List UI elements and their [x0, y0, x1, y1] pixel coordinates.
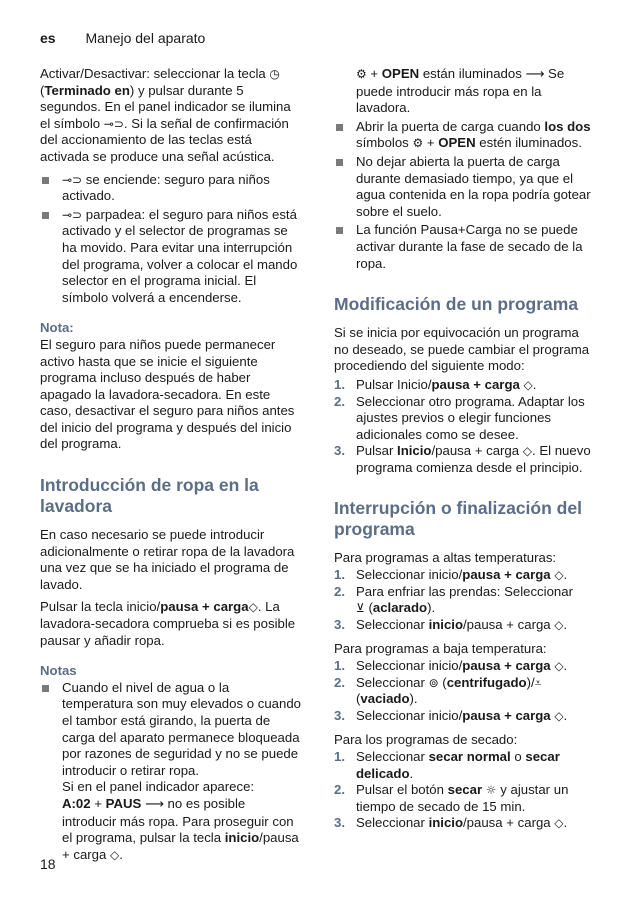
start-diamond-icon: ◇: [523, 377, 533, 392]
intro-text: (: [40, 82, 45, 98]
start-diamond-icon: ◇: [554, 708, 564, 723]
text: estén iluminados.: [475, 135, 582, 151]
note-text: El seguro para niños puede permanecer activo hasta que se inicie el siguiente programa incluso después de haber apagado la lavadora-secadora. En este caso, desactivar el seguro para niños antes del inicio del programa y después del inicio del programa.: [40, 336, 295, 452]
modify-intro: Si se inicia por equivocación un programa no deseado, se puede cambiar el programa procediendo del siguiente modo:: [334, 325, 590, 374]
intro-text: . Si la señal de confirmación del accionamiento de las teclas está activada se produce una señal acústica.: [40, 115, 289, 164]
modify-steps: [334, 377, 596, 477]
text: /pausa + carga: [62, 830, 299, 862]
list-item: [334, 154, 596, 220]
left-column: [40, 66, 302, 869]
text: (: [438, 674, 447, 690]
text: no es posible introducir más ropa. Para proseguir con el programa, pulsar la tecla: [62, 795, 294, 846]
list-item-text: se enciende: seguro para niños activado.: [62, 171, 270, 204]
display-code: PAUS: [105, 795, 142, 811]
start-diamond-icon: ◇: [554, 568, 564, 583]
text: pausa + carga: [431, 376, 520, 392]
child-lock-key-icon: ⊸⊃: [103, 116, 124, 131]
section-heading-modify-program: Modificación de un programa: [334, 294, 579, 315]
display-code: A:02: [62, 795, 91, 811]
text: vaciado: [360, 691, 410, 707]
step-number: 3.: [334, 443, 345, 459]
language-code: es: [40, 30, 56, 46]
child-lock-key-icon: ⊸⊃: [62, 172, 83, 187]
list-item-text: Cuando el nivel de agua o la temperatura son muy elevados o cuando el tambor está girando, la puerta de carga del aparato permanece bloqueada por razones de seguridad y no se puede introducir o retirar ropa.: [62, 679, 301, 778]
child-lock-status-list: [40, 172, 302, 307]
drain-icon: ⩡: [534, 675, 542, 690]
start-diamond-icon: ◇: [248, 600, 258, 615]
step: [334, 749, 596, 782]
low-temp-title: Para programas a baja temperatura:: [334, 641, 547, 657]
continued-list: [334, 66, 596, 272]
text: )/: [526, 674, 535, 690]
add-laundry-text: En caso necesario se puede introducir adicionalmente o retirar ropa de la lavadora una vez que se ha iniciado el programa de lavado.: [40, 527, 295, 592]
step: [334, 617, 596, 634]
step-number: 1.: [334, 376, 345, 392]
text: Seleccionar inicio/: [356, 567, 463, 583]
text: centrifugado: [446, 674, 527, 690]
text: .: [563, 567, 568, 583]
list-item: [334, 66, 596, 117]
text: Inicio: [397, 443, 432, 459]
step-number: 3.: [334, 815, 345, 831]
text: pausa + carga: [462, 658, 551, 674]
text: Seleccionar: [356, 749, 429, 764]
step: [334, 658, 596, 675]
notes-heading: Notas: [40, 663, 77, 679]
text: Seleccionar inicio/: [356, 658, 463, 674]
text: .: [409, 765, 414, 781]
list-item-text: parpadea: el seguro para niños está activado y el selector de programas se ha movido. Para evitar una interrupción del programa, volver a colocar el mando selector en el programa inicial. El símbolo volverá a encenderse.: [62, 206, 298, 305]
step: [334, 567, 596, 584]
high-temp-title: Para programas a altas temperaturas:: [334, 550, 557, 566]
text: Pulsar: [356, 443, 398, 459]
step: [334, 394, 596, 444]
text: Se puede introducir más ropa en la lavadora.: [356, 66, 565, 116]
text: +: [366, 66, 382, 81]
arrow-right-icon: ⟶: [525, 67, 545, 82]
text: +: [423, 135, 439, 151]
text: inicio: [428, 616, 464, 632]
text: Para enfriar las prendas: Seleccionar: [356, 583, 573, 599]
start-label: inicio: [224, 830, 260, 846]
right-column: [334, 66, 596, 840]
text: Pulsar la tecla inicio/: [40, 599, 161, 615]
child-lock-intro: [40, 66, 302, 166]
arrow-right-icon: ⟶: [144, 796, 164, 812]
step: [334, 708, 596, 725]
door-lock-icon: ⚙: [356, 67, 367, 81]
text: secar: [447, 782, 483, 798]
section-heading-add-laundry: Introducción de ropa en la lavadora: [40, 475, 259, 517]
text: /pausa + carga: [431, 443, 523, 459]
text: los dos: [544, 118, 591, 134]
text: pausa + carga: [462, 567, 551, 583]
text: /pausa + carga: [463, 815, 555, 831]
list-item-text: Si en el panel indicador aparece:: [62, 779, 255, 795]
text: pausa + carga: [462, 707, 551, 723]
display-code: OPEN: [381, 66, 420, 81]
clock-icon: ◷: [269, 67, 280, 81]
text: .: [563, 815, 568, 831]
list-item-text: La función Pausa+Carga no se puede activar durante la fase de secado de la ropa.: [356, 222, 583, 271]
step-number: 1.: [334, 567, 345, 583]
step-number: 2.: [334, 674, 345, 690]
display-code: OPEN: [438, 135, 476, 151]
list-item: [40, 207, 302, 307]
text: o: [510, 749, 526, 764]
text: Seleccionar otro programa. Adaptar los ajustes previos o elegir funciones adicionales como se desee.: [356, 393, 585, 442]
text: inicio: [428, 815, 464, 831]
text: +: [90, 795, 106, 811]
high-temp-steps: [334, 567, 596, 633]
list-item: [334, 222, 596, 272]
text: /pausa + carga: [463, 616, 555, 632]
section-title: Manejo del aparato: [85, 30, 206, 46]
page-number: 18: [40, 856, 56, 872]
start-diamond-icon: ◇: [110, 847, 120, 862]
text: secar normal: [428, 749, 511, 764]
note-heading: Nota:: [40, 320, 74, 336]
notes-list: [40, 680, 302, 864]
step-number: 2.: [334, 782, 345, 798]
text: ).: [427, 600, 436, 616]
low-temp-steps: [334, 658, 596, 724]
step: [334, 815, 596, 832]
drying-steps: [334, 749, 596, 832]
text: .: [563, 707, 568, 723]
text: Pulsar Inicio/: [356, 376, 432, 392]
text: . El nuevo programa comienza desde el principio.: [356, 443, 591, 475]
step: [334, 675, 596, 708]
list-item: Cuando el nivel de agua o la temperatura son muy elevados o cuando el tambor está girando, la puerta de carga del aparato permanece bloqueada por razones de seguridad y no se puede introducir o retirar ropa. Si en el panel indicador aparece: A:02 + PAUS ⟶ no es posible introducir más ropa. Para proseguir con el programa, pulsar la tecla inicio/pausa + carga ◇.: [40, 680, 302, 864]
section-heading-interrupt-program: Interrupción o finalización del programa: [334, 498, 582, 540]
child-lock-key-icon: ⊸⊃: [62, 207, 83, 222]
start-diamond-icon: ◇: [554, 816, 564, 831]
step-number: 2.: [334, 393, 345, 409]
step: [334, 443, 596, 476]
text: Seleccionar: [356, 616, 429, 632]
finish-in-label: Terminado en: [44, 82, 130, 98]
text: Pulsar el botón: [356, 782, 448, 798]
text: Seleccionar: [356, 815, 429, 831]
text: (: [364, 600, 373, 616]
step: [334, 377, 596, 394]
text: están iluminados: [419, 66, 526, 81]
text: (: [356, 691, 361, 707]
text: aclarado: [372, 600, 428, 616]
step-number: 3.: [334, 707, 345, 723]
start-diamond-icon: ◇: [554, 617, 564, 632]
step: [334, 782, 596, 815]
add-laundry-instruction: [40, 599, 302, 649]
drying-title: Para los programas de secado:: [334, 732, 518, 748]
text: ).: [409, 691, 418, 707]
text: Seleccionar inicio/: [356, 707, 463, 723]
rinse-icon: ⊻: [356, 601, 365, 616]
text: Abrir la puerta de carga cuando: [356, 118, 545, 134]
start-diamond-icon: ◇: [522, 444, 532, 459]
list-item-text: No dejar abierta la puerta de carga durante demasiado tiempo, ya que el agua contenida en la ropa podría gotear sobre el suelo.: [356, 153, 591, 219]
text: .: [532, 376, 537, 392]
dry-icon: ☼: [485, 783, 497, 798]
text: . La lavadora-secadora comprueba si es posible pausar y añadir ropa.: [40, 599, 296, 648]
pause-load-label: pausa + carga: [160, 599, 249, 615]
start-diamond-icon: ◇: [554, 659, 564, 674]
text: Seleccionar: [356, 674, 429, 690]
door-lock-icon: ⚙: [412, 136, 424, 151]
page-header: [40, 30, 205, 46]
text: símbolos: [356, 135, 413, 151]
step-number: 1.: [334, 658, 345, 674]
text: y ajustar un tiempo de secado de 15 min.: [356, 782, 569, 814]
text: .: [563, 616, 568, 632]
step-number: 1.: [334, 749, 345, 764]
list-item: [334, 119, 596, 152]
intro-text: ) y pulsar durante 5 segundos. En el panel indicador se ilumina el símbolo: [40, 82, 291, 131]
intro-text: Activar/Desactivar: seleccionar la tecla: [40, 66, 270, 81]
spin-icon: ⊚: [428, 675, 439, 690]
step-number: 3.: [334, 616, 345, 632]
step: [334, 584, 596, 617]
text: secar delicado: [356, 749, 560, 781]
list-item: [40, 172, 302, 205]
text: .: [563, 658, 568, 674]
step-number: 2.: [334, 583, 345, 599]
